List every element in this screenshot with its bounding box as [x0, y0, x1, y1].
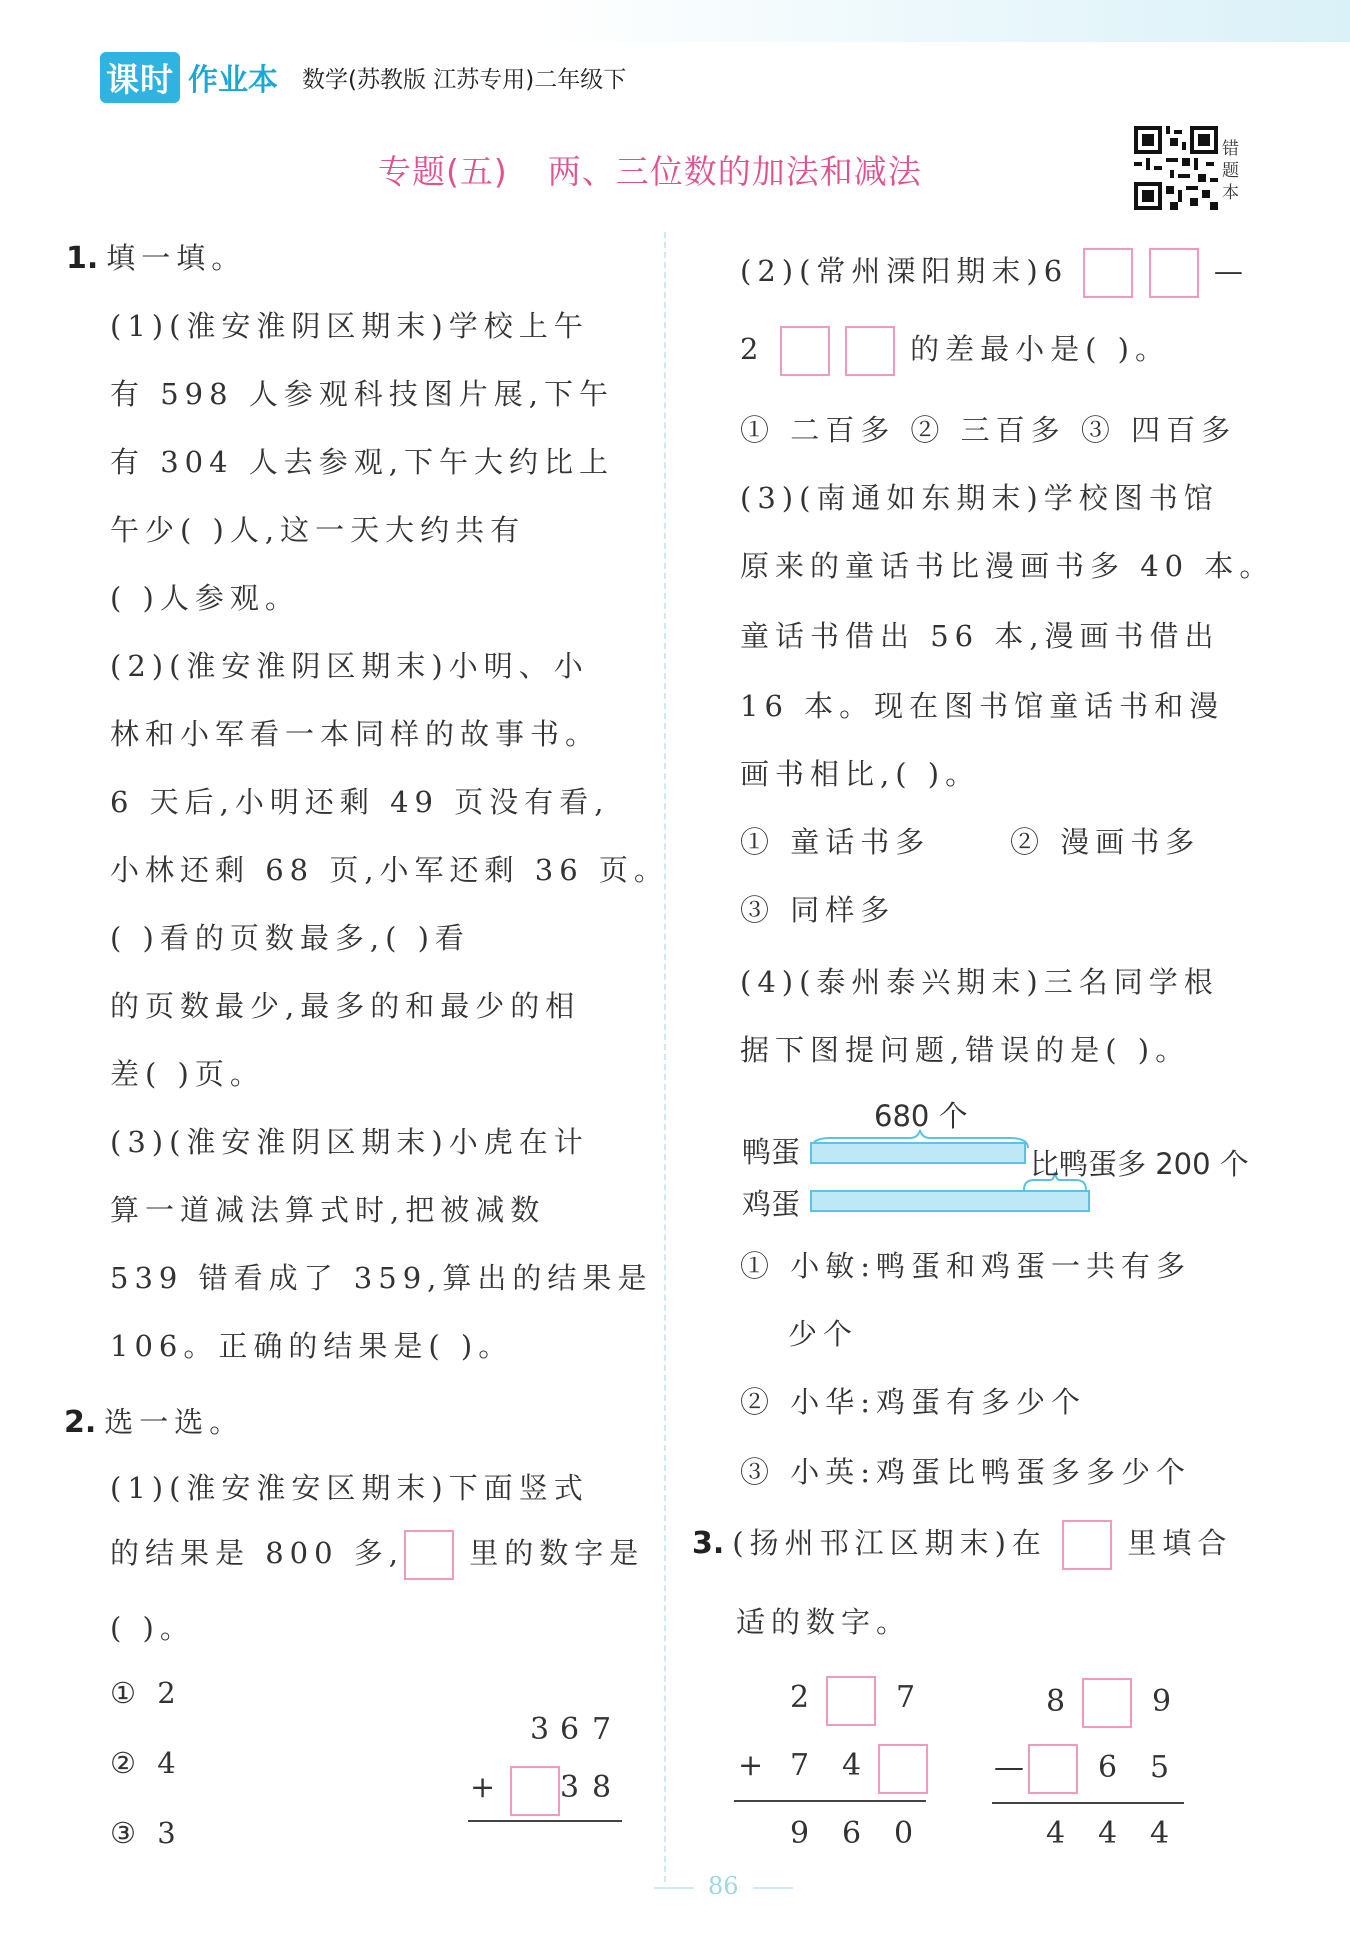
answer-box[interactable] — [1062, 1520, 1112, 1570]
q1-heading — [66, 236, 246, 277]
book-info: 数学(苏教版 江苏专用)二年级下 — [302, 66, 627, 93]
text-line: 原来的童话书比漫画书多 40 本。 — [740, 549, 1275, 583]
option[interactable]: ② 4 — [110, 1746, 182, 1780]
text-line: (2)(淮安淮阴区期末)小明、小 — [110, 649, 589, 683]
top-decorative-band — [0, 0, 1350, 42]
text-line: 106。正确的结果是( )。 — [110, 1329, 514, 1363]
text-segment: 里的数字是 — [469, 1536, 645, 1570]
answer-box[interactable] — [878, 1744, 928, 1794]
text-line: ( )。 — [110, 1611, 195, 1645]
digit: 6 — [560, 1712, 580, 1747]
text-line: (4)(泰州泰兴期末)三名同学根 — [740, 965, 1219, 999]
text-line: (3)(淮安淮阴区期末)小虎在计 — [110, 1125, 589, 1159]
text-segment: 里填合 — [1127, 1526, 1233, 1560]
digit: 4 — [842, 1748, 862, 1783]
answer-box[interactable] — [1028, 1744, 1078, 1794]
text-line: 午少( )人,这一天大约共有 — [110, 513, 526, 547]
page-number: 86 — [640, 1872, 807, 1900]
text-segment: 的结果是 800 多, — [110, 1536, 405, 1570]
digit: 7 — [592, 1712, 612, 1747]
difference-line — [992, 1802, 1184, 1804]
chicken-label: 鸡蛋 — [742, 1187, 801, 1221]
publisher-logo — [100, 52, 278, 103]
answer-box[interactable] — [1149, 248, 1199, 298]
digit: 8 — [592, 1770, 612, 1805]
text-line — [740, 248, 1249, 298]
q2-title: 选一选。 — [104, 1405, 245, 1439]
text-line: 小林还剩 68 页,小军还剩 36 页。 — [110, 853, 669, 887]
text-line: 有 598 人参观科技图片展,下午 — [110, 377, 615, 411]
text-line: 16 本。现在图书馆童话书和漫 — [740, 689, 1225, 723]
text-line: 算一道减法算式时,把被减数 — [110, 1193, 546, 1227]
plus-sign: + — [738, 1748, 764, 1783]
minus-sign: — — [1213, 254, 1249, 288]
minus-sign: — — [994, 1750, 1024, 1785]
digit: 3 — [530, 1712, 550, 1747]
option[interactable]: ② 漫画书多 — [1010, 825, 1201, 859]
section-title — [378, 146, 962, 193]
text-line: 的页数最少,最多的和最少的相 — [110, 989, 581, 1023]
digit: 3 — [560, 1770, 580, 1805]
difference-label: 比鸭蛋多 200 个 — [1030, 1147, 1249, 1181]
total-label: 680 个 — [874, 1099, 968, 1133]
sum-line — [734, 1800, 926, 1802]
section-label: 专题(五) — [378, 152, 508, 191]
logo-zuoye: 作业本 — [188, 63, 278, 98]
qr-label: 错题本 — [1222, 139, 1239, 203]
q2-heading — [64, 1400, 244, 1441]
digit: 7 — [896, 1680, 916, 1715]
text-segment: (扬州邗江区期末)在 — [732, 1526, 1047, 1560]
text-line: ( )人参观。 — [110, 581, 300, 615]
option[interactable]: ① 童话书多 — [740, 825, 931, 859]
answer-box[interactable] — [1083, 248, 1133, 298]
text-line: (1)(淮安淮阴区期末)学校上午 — [110, 309, 589, 343]
text-line: 6 天后,小明还剩 49 页没有看, — [110, 785, 610, 819]
page-header — [100, 52, 626, 102]
chicken-bar — [810, 1190, 1090, 1212]
answer-box[interactable] — [845, 326, 895, 376]
text-line — [110, 1530, 644, 1580]
digit: 4 — [1046, 1816, 1066, 1851]
text-line: (1)(淮安淮安区期末)下面竖式 — [110, 1471, 589, 1505]
option[interactable]: ③ 同样多 — [740, 893, 896, 927]
text-line: ( )看的页数最多,( )看 — [110, 921, 470, 955]
duck-bar — [810, 1142, 1026, 1164]
digit: 8 — [1046, 1684, 1066, 1719]
digit: 9 — [1152, 1684, 1172, 1719]
option[interactable]: ① 小敏:鸭蛋和鸡蛋一共有多 — [740, 1249, 1191, 1283]
option-continuation: 少个 — [788, 1317, 859, 1351]
digit: 0 — [894, 1816, 914, 1851]
section-name: 两、三位数的加法和减法 — [547, 152, 922, 191]
column-divider — [664, 232, 666, 1882]
text-line: 林和小军看一本同样的故事书。 — [110, 717, 601, 751]
qr-code-icon[interactable] — [1134, 126, 1218, 210]
answer-box[interactable] — [826, 1676, 876, 1726]
q3-number: 3. — [692, 1526, 725, 1561]
digit: 6 — [842, 1816, 862, 1851]
text-segment: 的差最小是( )。 — [910, 332, 1170, 366]
text-segment: (2)(常州溧阳期末)6 — [740, 254, 1069, 288]
answer-box[interactable] — [404, 1530, 454, 1580]
option[interactable]: ② 小华:鸡蛋有多少个 — [740, 1385, 1086, 1419]
logo-keshi: 课时 — [100, 52, 180, 103]
digit: 4 — [1150, 1816, 1170, 1851]
text-line: 有 304 人去参观,下午大约比上 — [110, 445, 615, 479]
text-line: 适的数字。 — [736, 1605, 912, 1639]
sum-line — [468, 1820, 622, 1822]
text-line: 539 错看成了 359,算出的结果是 — [110, 1261, 653, 1295]
answer-box[interactable] — [1082, 1678, 1132, 1728]
q1-number: 1. — [66, 241, 99, 276]
text-segment: 2 — [740, 332, 765, 366]
text-line: 画书相比,( )。 — [740, 757, 981, 791]
text-line: 差( )页。 — [110, 1057, 265, 1091]
option[interactable]: ① 2 — [110, 1676, 182, 1710]
digit: 4 — [1098, 1816, 1118, 1851]
text-line — [692, 1520, 1232, 1570]
text-line: 童话书借出 56 本,漫画书借出 — [740, 619, 1220, 653]
text-line: (3)(南通如东期末)学校图书馆 — [740, 481, 1219, 515]
options-line[interactable]: ① 二百多 ② 三百多 ③ 四百多 — [740, 413, 1237, 447]
text-line: 据下图提问题,错误的是( )。 — [740, 1033, 1191, 1067]
digit: 6 — [1098, 1750, 1118, 1785]
answer-box[interactable] — [510, 1766, 560, 1816]
answer-box[interactable] — [780, 326, 830, 376]
q2-number: 2. — [64, 1405, 97, 1440]
option[interactable]: ③ 3 — [110, 1816, 182, 1850]
plus-sign: + — [470, 1770, 496, 1805]
digit: 9 — [790, 1816, 810, 1851]
q1-title: 填一填。 — [106, 241, 247, 275]
digit: 2 — [790, 1680, 810, 1715]
text-line — [740, 326, 1170, 376]
duck-label: 鸭蛋 — [742, 1135, 801, 1169]
option[interactable]: ③ 小英:鸡蛋比鸭蛋多多少个 — [740, 1455, 1191, 1489]
digit: 7 — [790, 1748, 810, 1783]
digit: 5 — [1150, 1750, 1170, 1785]
